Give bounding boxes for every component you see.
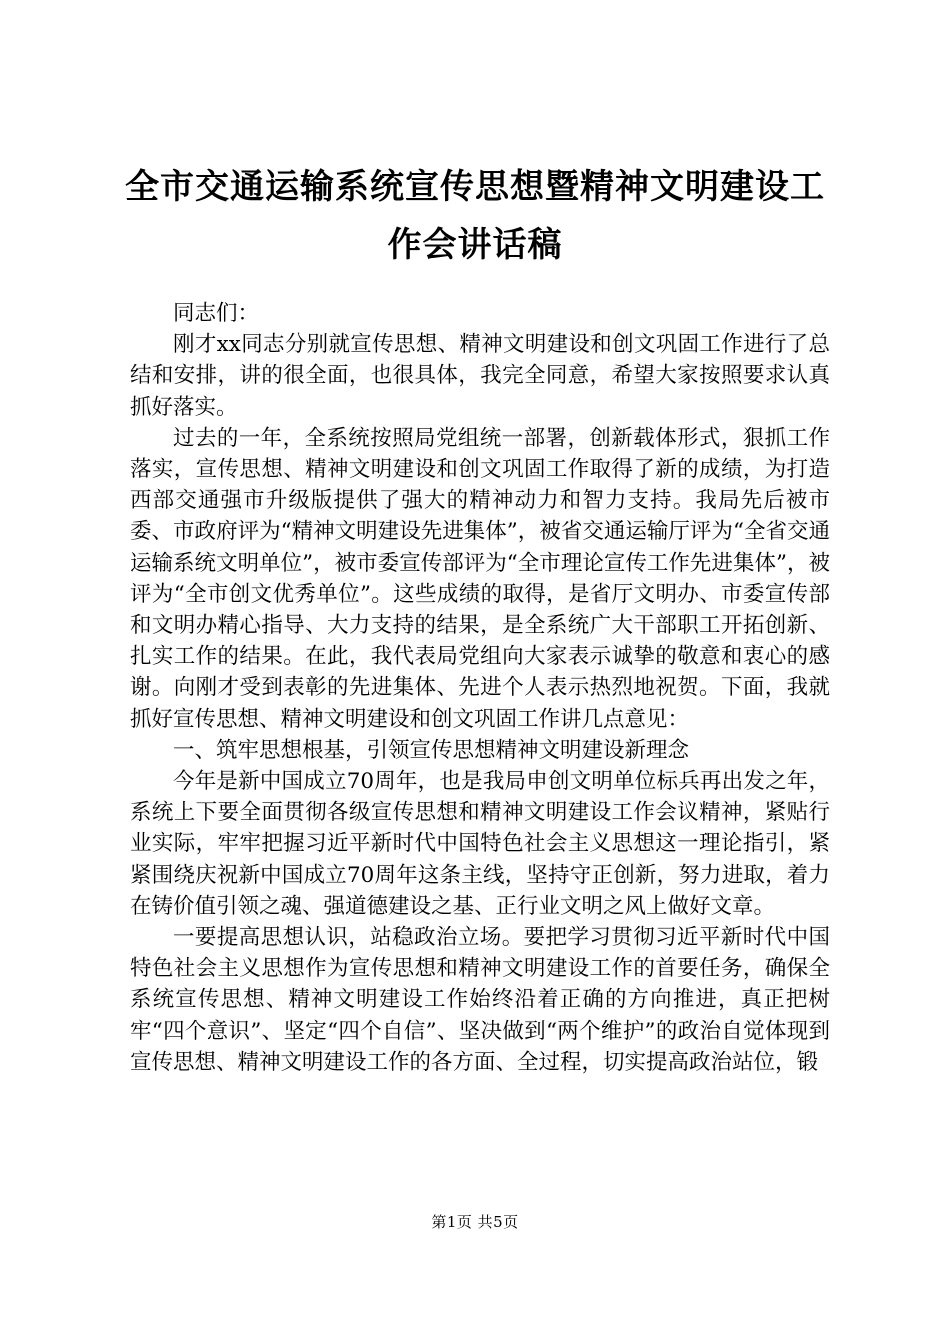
page-number-footer: 第1页 共5页	[431, 1213, 519, 1231]
document-title-line-2: 作会讲话稿	[387, 225, 563, 265]
paragraph: 刚才xx同志分别就宣传思想、精神文明建设和创文巩固工作进行了总结和安排，讲的很全面，也很具体，我完全同意，希望大家按照要求认真抓好落实。	[130, 332, 830, 420]
document-body	[130, 298, 830, 1078]
section-heading: 一、筑牢思想根基，引领宣传思想精神文明建设新理念	[173, 737, 690, 763]
paragraph: 过去的一年，全系统按照局党组统一部署，创新载体形式，狠抓工作落实，宣传思想、精神文明建设和创文巩固工作取得了新的成绩，为打造西部交通强市升级版提供了强大的精神动力和智力支持。我局先后被市委、市政府评为“精神文明建设先进集体”，被省交通运输厅评为“全省交通运输系统文明单位”，被市委宣传部评为“全市理论宣传工作先进集体”，被评为“全市创文优秀单位”。这些成绩的取得，是省厅文明办、市委宣传部和文明办精心指导、大力支持的结果，是全系统广大干部职工开拓创新、扎实工作的结果。在此，我代表局党组向大家表示诚挚的敬意和衷心的感谢。向刚才受到表彰的先进集体、先进个人表示热烈地祝贺。下面，我就抓好宣传思想、精神文明建设和创文巩固工作讲几点意见：	[130, 425, 830, 732]
document-title-line-1: 全市交通运输系统宣传思想暨精神文明建设工	[125, 167, 825, 207]
paragraph: 今年是新中国成立70周年，也是我局申创文明单位标兵再出发之年，系统上下要全面贯彻各级宣传思想和精神文明建设工作会议精神，紧贴行业实际，牢牢把握习近平新时代中国特色社会主义思想这一理论指引，紧紧围绕庆祝新中国成立70周年这条主线，坚持守正创新，努力进取，着力在铸价值引领之魂、强道德建设之基、正行业文明之风上做好文章。	[130, 769, 830, 919]
paragraph-salutation: 同志们：	[173, 301, 260, 326]
paragraph: 一要提高思想认识，站稳政治立场。要把学习贯彻习近平新时代中国特色社会主义思想作为宣传思想和精神文明建设工作的首要任务，确保全系统宣传思想、精神文明建设工作始终沿着正确的方向推进，真正把树牢“四个意识”、坚定“四个自信”、坚决做到“两个维护”的政治自觉体现到宣传思想、精神文明建设工作的各方面、全过程，切实提高政治站位，锻	[130, 925, 830, 1075]
document-title	[115, 158, 835, 274]
